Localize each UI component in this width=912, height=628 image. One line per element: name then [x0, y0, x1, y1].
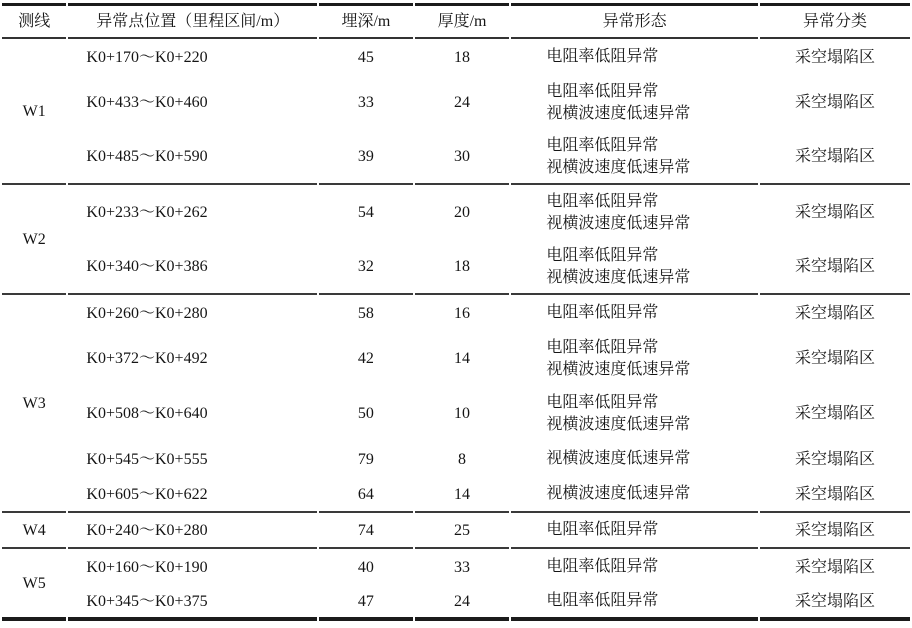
form-line: 电阻率低阻异常	[546, 338, 659, 356]
header-row	[2, 3, 910, 39]
category-cell: 采空塌陷区	[794, 304, 875, 322]
depth-cell: 50	[357, 405, 374, 422]
category-cell: 采空塌陷区	[794, 48, 875, 66]
form-cell	[511, 75, 758, 130]
thickness-cell: 10	[454, 405, 471, 422]
form-line: 视横波速度低速异常	[546, 104, 691, 122]
depth-cell: 40	[357, 558, 374, 576]
survey-line-cell: W4	[2, 513, 66, 549]
category-cell: 采空塌陷区	[794, 350, 875, 367]
form-line: 电阻率低阻异常	[546, 558, 659, 575]
form-line: 视横波速度低速异常	[546, 415, 691, 433]
table-row	[2, 185, 910, 240]
table-row	[2, 441, 910, 477]
category-cell: 采空塌陷区	[760, 477, 910, 513]
table-row	[2, 75, 910, 130]
form-cell	[511, 331, 758, 386]
category-cell: 采空塌陷区	[760, 585, 910, 621]
table-section-W2	[2, 185, 910, 295]
depth-cell: 33	[357, 94, 374, 111]
table-row	[2, 386, 910, 441]
depth-cell: 74	[319, 513, 413, 549]
table-row	[2, 331, 910, 386]
depth-cell: 39	[319, 130, 413, 185]
table-row	[2, 549, 910, 585]
form-line: 电阻率低阻异常	[546, 304, 659, 321]
depth-cell: 79	[357, 450, 374, 468]
form-cell	[511, 295, 758, 331]
col-header-survey-line: 测线	[2, 3, 66, 39]
thickness-cell: 18	[415, 240, 510, 295]
category-cell: 采空塌陷区	[760, 240, 910, 295]
category-cell: 采空塌陷区	[794, 94, 875, 111]
position-cell: K0+372～K0+492	[86, 350, 208, 367]
position-cell: K0+233～K0+262	[86, 204, 208, 221]
form-cell	[511, 185, 758, 240]
thickness-cell: 14	[454, 350, 471, 367]
position-cell: K0+345～K0+375	[68, 585, 317, 621]
form-line: 视横波速度低速异常	[546, 158, 691, 176]
category-cell: 采空塌陷区	[794, 450, 875, 468]
depth-cell: 45	[357, 48, 374, 66]
col-header-category: 异常分类	[760, 3, 910, 39]
form-cell	[511, 585, 758, 621]
thickness-cell: 24	[415, 585, 510, 621]
form-line: 电阻率低阻异常	[546, 393, 659, 411]
form-cell	[511, 386, 758, 441]
form-line: 视横波速度低速异常	[546, 450, 691, 467]
form-cell	[511, 441, 758, 477]
position-cell: K0+433～K0+460	[86, 94, 208, 111]
col-header-form: 异常形态	[511, 3, 758, 39]
form-cell	[511, 130, 758, 185]
form-line: 视横波速度低速异常	[546, 360, 691, 378]
col-header-position: 异常点位置（里程区间/m）	[68, 3, 317, 39]
table-row	[2, 130, 910, 185]
thickness-cell: 30	[415, 130, 510, 185]
table-row	[2, 240, 910, 295]
depth-cell: 58	[357, 304, 374, 322]
table-row	[2, 585, 910, 621]
form-line: 电阻率低阻异常	[546, 521, 659, 538]
survey-line-cell: W2	[2, 185, 66, 295]
thickness-cell: 16	[454, 304, 471, 322]
category-cell: 采空塌陷区	[760, 130, 910, 185]
form-line: 电阻率低阻异常	[546, 246, 659, 264]
position-cell: K0+340～K0+386	[68, 240, 317, 295]
form-line: 电阻率低阻异常	[546, 592, 659, 609]
table-section-W3	[2, 295, 910, 513]
thickness-cell: 20	[454, 204, 471, 221]
form-line: 视横波速度低速异常	[546, 485, 691, 502]
form-line: 视横波速度低速异常	[546, 214, 691, 232]
position-cell: K0+508～K0+640	[86, 405, 208, 422]
thickness-cell: 33	[454, 558, 471, 576]
position-cell: K0+545～K0+555	[86, 450, 208, 468]
position-cell: K0+170～K0+220	[86, 48, 208, 66]
form-cell	[511, 549, 758, 585]
category-cell: 采空塌陷区	[794, 405, 875, 422]
thickness-cell: 18	[454, 48, 471, 66]
position-cell: K0+240～K0+280	[68, 513, 317, 549]
table-row	[2, 295, 910, 331]
position-cell: K0+485～K0+590	[68, 130, 317, 185]
form-cell	[511, 240, 758, 295]
anomaly-table	[0, 3, 912, 621]
form-line: 电阻率低阻异常	[546, 82, 659, 100]
depth-cell: 64	[319, 477, 413, 513]
form-cell	[511, 39, 758, 75]
thickness-cell: 25	[415, 513, 510, 549]
table-section-W1	[2, 39, 910, 185]
table-row	[2, 39, 910, 75]
depth-cell: 42	[357, 350, 374, 367]
table-section-W4	[2, 513, 910, 549]
thickness-cell: 24	[454, 94, 471, 111]
form-line: 电阻率低阻异常	[546, 136, 659, 154]
depth-cell: 47	[319, 585, 413, 621]
position-cell: K0+605～K0+622	[68, 477, 317, 513]
col-header-thickness: 厚度/m	[415, 3, 510, 39]
survey-line-cell: W5	[2, 549, 66, 621]
table-row	[2, 513, 910, 549]
category-cell: 采空塌陷区	[794, 558, 875, 576]
form-line: 电阻率低阻异常	[546, 192, 659, 210]
depth-cell: 32	[319, 240, 413, 295]
form-line: 电阻率低阻异常	[546, 48, 659, 65]
depth-cell: 54	[357, 204, 374, 221]
survey-line-cell: W1	[2, 39, 66, 185]
position-cell: K0+260～K0+280	[86, 304, 208, 322]
position-cell: K0+160～K0+190	[86, 558, 208, 576]
thickness-cell: 14	[415, 477, 510, 513]
thickness-cell: 8	[458, 450, 467, 468]
form-cell	[511, 513, 758, 549]
table-section-W5	[2, 549, 910, 621]
col-header-depth: 埋深/m	[319, 3, 413, 39]
form-line: 视横波速度低速异常	[546, 268, 691, 286]
category-cell: 采空塌陷区	[794, 204, 875, 221]
survey-line-cell: W3	[2, 295, 66, 513]
category-cell: 采空塌陷区	[760, 513, 910, 549]
table-row	[2, 477, 910, 513]
form-cell	[511, 477, 758, 513]
